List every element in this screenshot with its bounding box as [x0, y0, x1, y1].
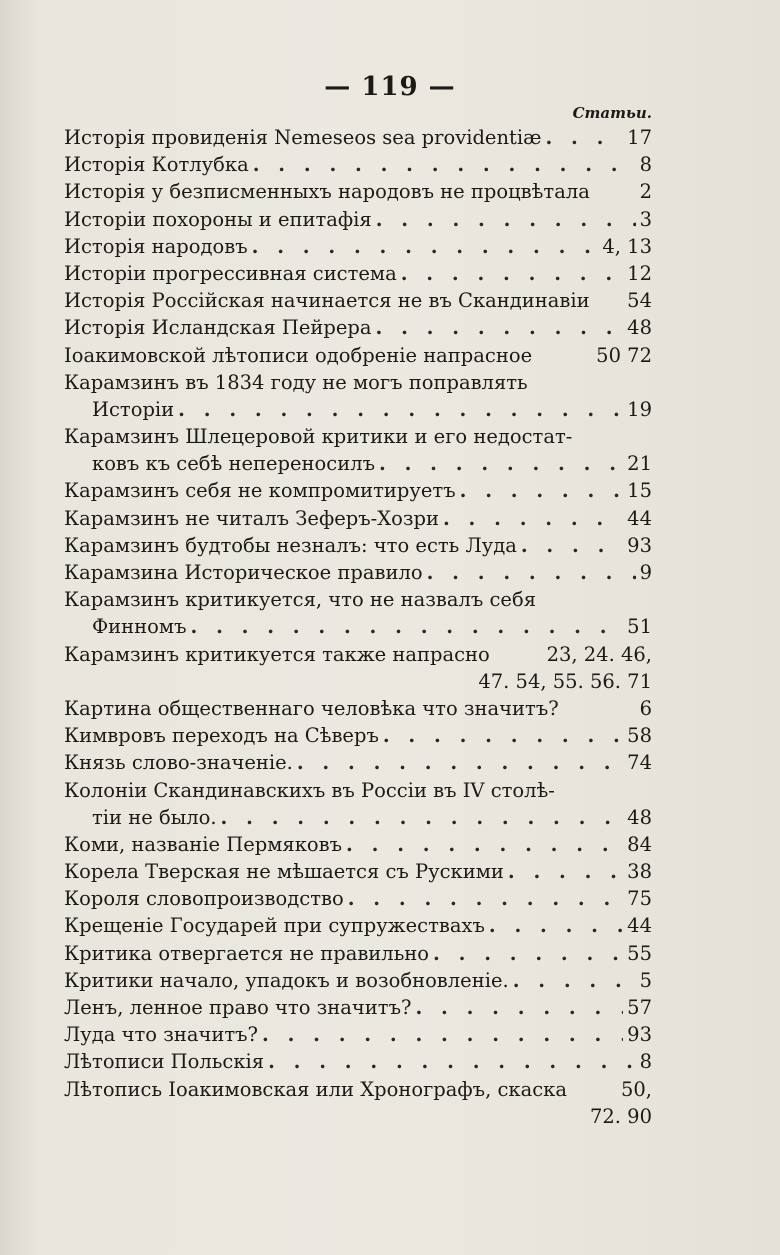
- index-entry: [64, 477, 652, 504]
- index-entry: [64, 912, 652, 939]
- index-entry: [64, 885, 652, 912]
- entry-pages: 48: [627, 805, 652, 829]
- entry-text: Исторiя Исландская Пейрера: [64, 316, 372, 340]
- entry-pages: 58: [627, 724, 652, 748]
- index-entry: [64, 124, 652, 151]
- index-entry: [64, 641, 652, 695]
- entry-text: Лѣтописи Польскiя: [64, 1050, 265, 1074]
- index-entry: [64, 287, 652, 314]
- dot-leader: [178, 396, 623, 423]
- dot-leader: [508, 858, 623, 885]
- entry-pages: 44: [627, 506, 652, 530]
- index-entry: [64, 1076, 652, 1130]
- dot-leader: [545, 124, 623, 151]
- entry-pages: 8: [639, 153, 652, 177]
- entry-text: Кимвровъ переходъ на Сѣверъ: [64, 724, 379, 748]
- dot-leader: [489, 912, 623, 939]
- entry-text: Карамзинъ критикуется также напрасно: [64, 642, 490, 666]
- entry-pages: 19: [627, 397, 652, 421]
- index-entry: [64, 831, 652, 858]
- entry-text: Колонiи Скандинавскихъ въ Россiи въ IV столѣ-: [64, 778, 555, 802]
- entry-pages: 17: [627, 126, 652, 149]
- entry-pages: 12: [627, 261, 652, 285]
- dot-leader: [253, 151, 636, 178]
- dot-leader: [268, 1048, 636, 1075]
- dot-leader: [521, 532, 623, 559]
- entry-text: Крещенiе Государей при супружествахъ: [64, 914, 485, 938]
- index-entry: [64, 314, 652, 341]
- entry-text: Князь слово-значенiе.: [64, 751, 293, 775]
- entry-text: Исторiи прогрессивная система: [64, 261, 397, 285]
- entry-pages: 50,: [620, 1077, 652, 1101]
- entry-pages: 38: [627, 860, 652, 884]
- entry-text-continued: Финномъ: [92, 615, 187, 639]
- dot-leader: [221, 804, 624, 831]
- index-entry: [64, 369, 652, 423]
- dot-leader: [297, 749, 623, 776]
- entry-text: Карамзина Историческое правило: [64, 561, 423, 584]
- index-entry: [64, 423, 652, 477]
- entry-text: Iоакимовской лѣтописи одобренiе напрасное: [64, 343, 533, 367]
- entry-text-continued: тiи не было.: [92, 805, 217, 829]
- dot-leader: [415, 994, 623, 1021]
- entry-text: Исторiи похороны и епитафiя: [64, 207, 372, 231]
- entry-text: Карамзинъ себя не компромитируетъ: [64, 479, 456, 503]
- index-entry: [64, 777, 652, 831]
- index-entry: [64, 1048, 652, 1075]
- index-entry: [64, 233, 652, 260]
- index-entry: [64, 206, 652, 233]
- entry-pages: 75: [627, 887, 652, 911]
- dot-leader: [401, 260, 623, 287]
- entry-text: Исторiя у безписменныхъ народовъ не процвѣтала: [64, 180, 590, 204]
- entry-pages: 48: [627, 316, 652, 340]
- entry-text: Исторiя народовъ: [64, 234, 248, 258]
- entry-text: Исторiя Котлубка: [64, 153, 249, 177]
- entry-pages: 51: [627, 615, 652, 639]
- index-entry: [64, 559, 652, 586]
- entry-pages: 6: [639, 696, 652, 720]
- entry-pages: 3: [639, 207, 652, 231]
- entry-pages-continued: 47. 54, 55. 56. 71: [478, 669, 652, 693]
- entry-pages: 93: [627, 1023, 652, 1047]
- index-entry: [64, 178, 652, 205]
- entry-pages: 50 72: [596, 343, 652, 367]
- entry-text: Ленъ, ленное право что значитъ?: [64, 996, 412, 1019]
- entry-pages: 15: [627, 479, 652, 503]
- dot-leader: [443, 505, 623, 532]
- page-header: — 119 —: [324, 72, 456, 102]
- entry-pages: 54: [627, 289, 652, 313]
- dot-leader: [376, 206, 636, 233]
- index-entry: [64, 532, 652, 559]
- entry-pages: 44: [627, 914, 652, 938]
- entry-pages: 2: [639, 180, 652, 204]
- index-entry: [64, 1021, 652, 1048]
- entry-text: Карамзинъ Шлецеровой критики и его недостат-: [64, 425, 573, 449]
- entry-pages: 8: [639, 1050, 652, 1074]
- index-entry: [64, 695, 652, 722]
- index-entry: [64, 749, 652, 776]
- dot-leader: [262, 1021, 623, 1048]
- entry-pages: 55: [627, 941, 652, 965]
- dot-leader: [433, 940, 623, 967]
- entry-text-continued: ковъ къ себѣ непереносилъ: [92, 452, 376, 476]
- entry-text: Карамзинъ критикуется, что не назвалъ себя: [64, 588, 536, 612]
- entry-pages: 74: [627, 751, 652, 775]
- entry-text: Карамзинъ не читалъ Зеферъ-Хозри: [64, 506, 439, 530]
- entry-pages: 21: [627, 452, 652, 476]
- entry-text: Луда что значитъ?: [64, 1023, 258, 1047]
- entry-pages: 93: [627, 533, 652, 557]
- entry-text: Картина общественнаго человѣка что значитъ?: [64, 696, 559, 720]
- dot-leader: [348, 885, 623, 912]
- entry-text: Лѣтопись Iоакимовская или Хронографъ, скаска: [64, 1077, 567, 1101]
- index-entry: [64, 586, 652, 640]
- entry-pages: 84: [627, 832, 652, 856]
- dot-leader: [513, 967, 636, 994]
- entry-text-continued: Исторiи: [92, 397, 175, 421]
- index-entry: [64, 967, 652, 994]
- index-entry: [64, 505, 652, 532]
- index-entry: [64, 260, 652, 287]
- index-entry: [64, 342, 652, 369]
- dot-leader: [376, 314, 624, 341]
- dot-leader: [191, 613, 624, 640]
- entry-text: Критики начало, упадокъ и возобновленiе.: [64, 968, 509, 992]
- entry-text: Критика отвергается не правильно: [64, 941, 430, 965]
- entry-text: Корела Тверская не мѣшается съ Рускими: [64, 860, 504, 884]
- index-entry: [64, 858, 652, 885]
- entry-pages: 57: [627, 996, 652, 1019]
- dot-leader: [383, 722, 623, 749]
- dot-leader: [252, 233, 599, 260]
- index-entry: [64, 940, 652, 967]
- index-list: [64, 124, 652, 1130]
- dot-leader: [379, 450, 623, 477]
- entry-text: Карамзинъ въ 1834 году не могъ поправлять: [64, 370, 528, 394]
- entry-pages: 9: [639, 561, 652, 584]
- column-heading: Статьи.: [572, 104, 652, 122]
- index-entry: [64, 151, 652, 178]
- entry-text: Исторiя Россiйская начинается не въ Скандинавiи: [64, 289, 590, 313]
- entry-pages-continued: 72. 90: [589, 1104, 652, 1128]
- entry-pages: 23, 24. 46,: [546, 642, 652, 666]
- entry-text: Исторiя провиденiя Nemeseos sea providentiæ: [64, 126, 542, 149]
- index-entry: [64, 994, 652, 1021]
- entry-pages: 4, 13: [602, 234, 652, 258]
- dot-leader: [346, 831, 623, 858]
- entry-pages: 5: [639, 968, 652, 992]
- index-entry: [64, 722, 652, 749]
- entry-text: Карамзинъ будтобы незналъ: что есть Луда: [64, 533, 517, 557]
- dot-leader: [427, 559, 636, 586]
- entry-text: Короля словопроизводство: [64, 887, 344, 911]
- entry-text: Коми, названiе Пермяковъ: [64, 832, 343, 856]
- dot-leader: [460, 477, 624, 504]
